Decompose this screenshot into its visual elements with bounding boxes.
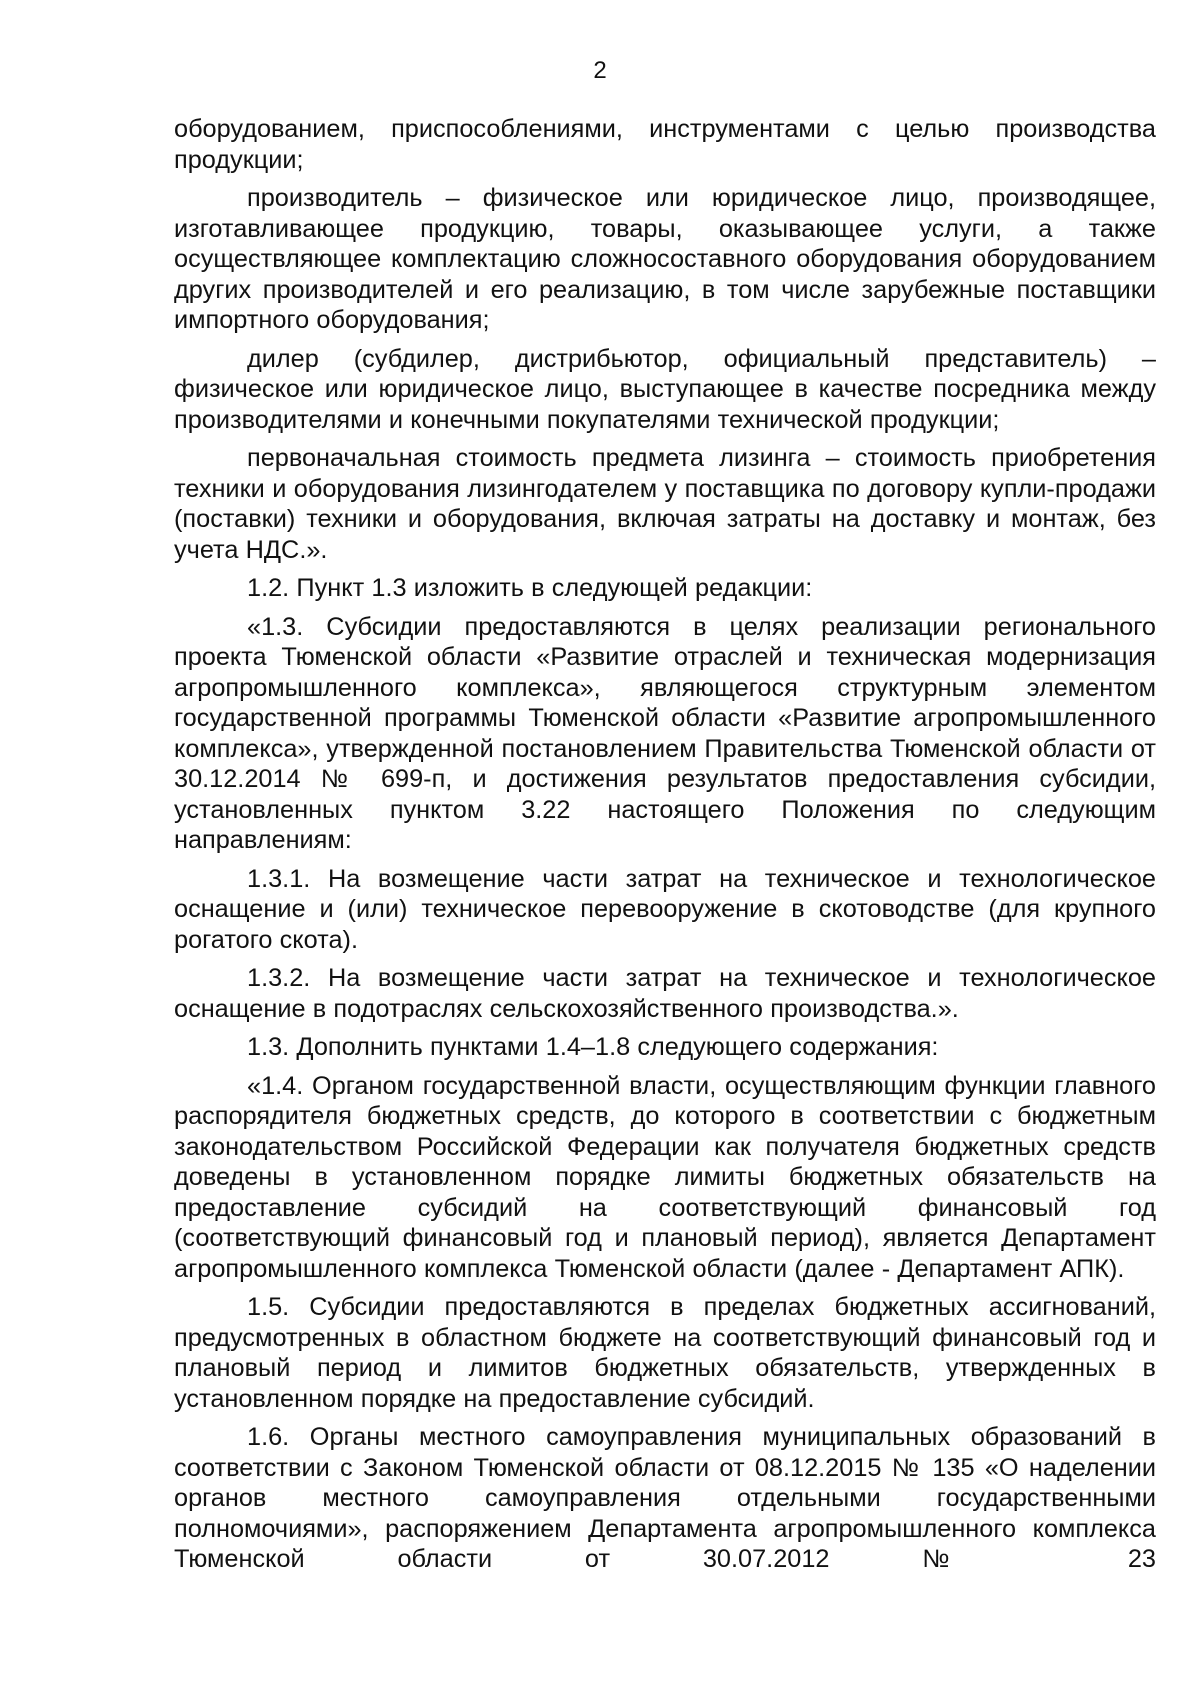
document-body (174, 114, 1156, 1583)
paragraph-continuation: оборудованием, приспособлениями, инструментами с целью производства продукции; (174, 115, 1156, 174)
paragraph-manufacturer-definition: производитель – физическое или юридическое лицо, производящее, изготавливающее продукцию, товары, оказывающее услуги, а также осуществляющее комплектацию сложносоставного оборудования оборудованием других производителей и его реализацию, в том числе зарубежные поставщики импортного оборудования; (174, 184, 1156, 334)
paragraph-1-4: «1.4. Органом государственной власти, осуществляющим функции главного распорядителя бюджетных средств, до которого в соответствии с бюджетным законодательством Российской Федерации как получателя бюджетных средств доведены в установленном порядке лимиты бюджетных обязательств на предоставление субсидий на соответствующий финансовый год (соответствующий финансовый год и плановый период), является Департамент агропромышленного комплекса Тюменской области (далее - Департамент АПК). (174, 1071, 1156, 1283)
paragraph-1-6: 1.6. Органы местного самоуправления муниципальных образований в соответствии с Законом Тюменской области от 08.12.2015 № 135 «О наделении органов местного самоуправления отдельными государственными полномочиями», распоряжением Департамента агропромышленного комплекса Тюменской области от 30.07.2012 № 23 (174, 1423, 1156, 1573)
paragraph-1-3-2: 1.3.2. На возмещение части затрат на техническое и технологическое оснащение в подотраслях сельскохозяйственного производства.». (174, 964, 1156, 1023)
paragraph-initial-cost-definition: первоначальная стоимость предмета лизинга – стоимость приобретения техники и оборудования лизингодателем у поставщика по договору купли-продажи (поставки) техники и оборудования, включая затраты на доставку и монтаж, без учета НДС.». (174, 444, 1156, 564)
paragraph-1-3-1: 1.3.1. На возмещение части затрат на техническое и технологическое оснащение и (или) техническое перевооружение в скотоводстве (для крупного рогатого скота). (174, 864, 1156, 954)
paragraph-1-3-quoted: «1.3. Субсидии предоставляются в целях реализации регионального проекта Тюменской области «Развитие отраслей и техническая модернизация агропромышленного комплекса», являющегося структурным элементом государственной программы Тюменской области «Развитие агропромышленного комплекса», утвержденной постановлением Правительства Тюменской области от 30.12.2014 № 699-п, и достижения результатов предоставления субсидии, установленных пунктом 3.22 настоящего Положения по следующим направлениям: (174, 612, 1156, 854)
paragraph-1-5: 1.5. Субсидии предоставляются в пределах бюджетных ассигнований, предусмотренных в областном бюджете на соответствующий финансовый год и плановый период и лимитов бюджетных обязательств, утвержденных в установленном порядке на предоставление субсидий. (174, 1293, 1156, 1413)
paragraph-1-2: 1.2. Пункт 1.3 изложить в следующей редакции: (247, 574, 813, 602)
paragraph-dealer-definition: дилер (субдилер, дистрибьютор, официальный представитель) – физическое или юридическое лицо, выступающее в качестве посредника между производителями и конечными покупателями технической продукции; (174, 344, 1156, 434)
page-number: 2 (593, 57, 607, 84)
paragraph-1-3-addition: 1.3. Дополнить пунктами 1.4–1.8 следующего содержания: (247, 1033, 939, 1061)
